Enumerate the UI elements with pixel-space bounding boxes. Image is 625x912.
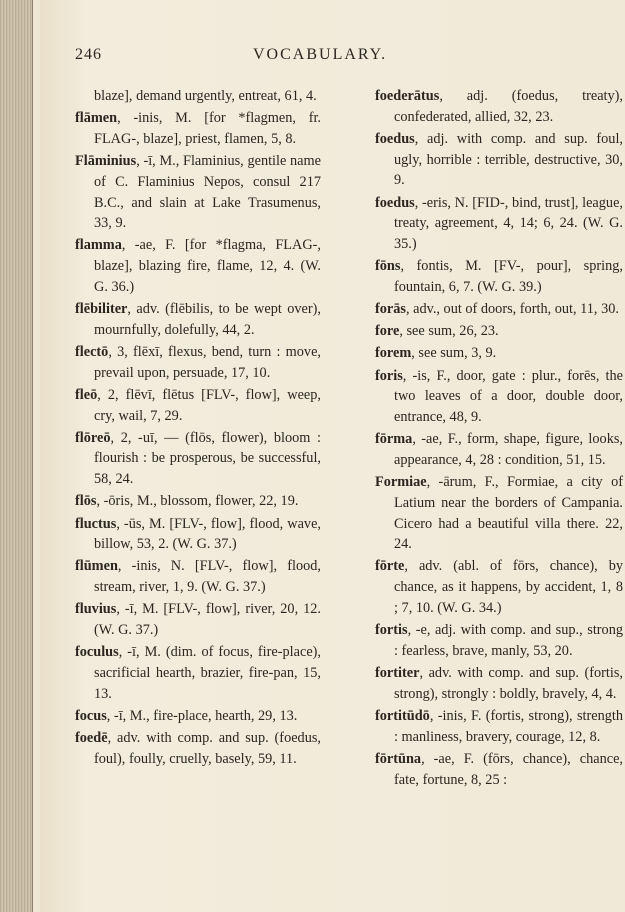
dictionary-entry: forās, adv., out of doors, forth, out, 11, 30.: [375, 301, 619, 318]
dictionary-entry: Flāminius, -ī, M., Flaminius, gentile name of C. Flaminius Nepos, consul 217 B.C., and slain at Lake Trasumenus, 33, 9.: [75, 153, 321, 232]
dictionary-entry: fore, see sum, 26, 23.: [375, 323, 499, 340]
dictionary-entry: flōreō, 2, -uī, — (flōs, flower), bloom : flourish : be prosperous, be successful, 58, 24.: [75, 429, 321, 488]
dictionary-entry: fōns, fontis, M. [FV-, pour], spring, fountain, 6, 7. (W. G. 39.): [375, 258, 623, 295]
dictionary-entry: flectō, 3, flēxī, flexus, bend, turn : move, prevail upon, persuade, 17, 10.: [75, 343, 321, 381]
page-number: 246: [75, 46, 102, 63]
dictionary-entry: flāmen, -inis, M. [for *flagmen, fr. FLAG-, blaze], priest, flamen, 5, 8.: [75, 110, 321, 147]
left-column: [75, 86, 321, 771]
dictionary-entry: flēbiliter, adv. (flēbilis, to be wept over), mournfully, dolefully, 44, 2.: [75, 301, 321, 338]
dictionary-entry: focus, -ī, M., fire-place, hearth, 29, 13.: [75, 707, 298, 724]
dictionary-entry: flamma, -ae, F. [for *flagma, FLAG-, blaze], blazing fire, flame, 12, 4. (W. G. 36.): [75, 237, 321, 295]
dictionary-entry: foculus, -ī, M. (dim. of focus, fire-place), sacrificial hearth, brazier, fire-pan, 15, 13.: [75, 644, 321, 702]
dictionary-entry: fortis, -e, adj. with comp. and sup., strong : fearless, brave, manly, 53, 20.: [375, 622, 623, 659]
dictionary-entry: fleō, 2, flēvī, flētus [FLV-, flow], weep, cry, wail, 7, 29.: [75, 386, 321, 424]
dictionary-entry: foedē, adv. with comp. and sup. (foedus, foul), foully, cruelly, basely, 59, 11.: [75, 730, 321, 767]
running-title: VOCABULARY.: [253, 46, 388, 63]
dictionary-entry: foedus, adj. with comp. and sup. foul, ugly, horrible : terrible, destructive, 30, 9.: [375, 130, 623, 189]
dictionary-entry: Formiae, -ārum, F., Formiae, a city of Latium near the borders of Campania. Cicero had a beautiful villa there. 22, 24.: [375, 474, 623, 553]
dictionary-entry: fōrma, -ae, F., form, shape, figure, looks, appearance, 4, 28 : condition, 51, 15.: [375, 431, 623, 468]
dictionary-entry: fluvius, -ī, M. [FLV-, flow], river, 20, 12. (W. G. 37.): [75, 601, 321, 639]
dictionary-entry: fōrte, adv. (abl. of fōrs, chance), by chance, as it happens, by accident, 1, 8 ; 7, 10. (W. G. 34.): [375, 558, 623, 616]
dictionary-entry: foederātus, adj. (foedus, treaty), confederated, allied, 32, 23.: [375, 88, 623, 125]
page-edge: [0, 0, 33, 912]
dictionary-entry: fōrtūna, -ae, F. (fōrs, chance), chance, fate, fortune, 8, 25 :: [375, 750, 623, 788]
dictionary-entry: flūmen, -inis, N. [FLV-, flow], flood, stream, river, 1, 9. (W. G. 37.): [75, 558, 321, 596]
right-column: [375, 86, 623, 792]
dictionary-entry: foris, -is, F., door, gate : plur., forēs, the two leaves of a door, double door, entrance, 48, 9.: [375, 367, 623, 426]
dictionary-entry: flōs, -ōris, M., blossom, flower, 22, 19.: [75, 493, 299, 510]
dictionary-entry: fortitūdō, -inis, F. (fortis, strong), strength : manliness, bravery, courage, 12, 8.: [375, 707, 623, 745]
dictionary-entry: forem, see sum, 3, 9.: [375, 345, 497, 362]
dictionary-entry: blaze], demand urgently, entreat, 61, 4.: [94, 88, 317, 104]
dictionary-entry: fortiter, adv. with comp. and sup. (fortis, strong), strongly : boldly, bravely, 4, 4.: [375, 664, 623, 702]
dictionary-entry: fluctus, -ūs, M. [FLV-, flow], flood, wave, billow, 53, 2. (W. G. 37.): [75, 515, 321, 553]
dictionary-entry: foedus, -eris, N. [FID-, bind, trust], league, treaty, agreement, 4, 14; 6, 24. (W. G. 35.): [375, 194, 623, 252]
